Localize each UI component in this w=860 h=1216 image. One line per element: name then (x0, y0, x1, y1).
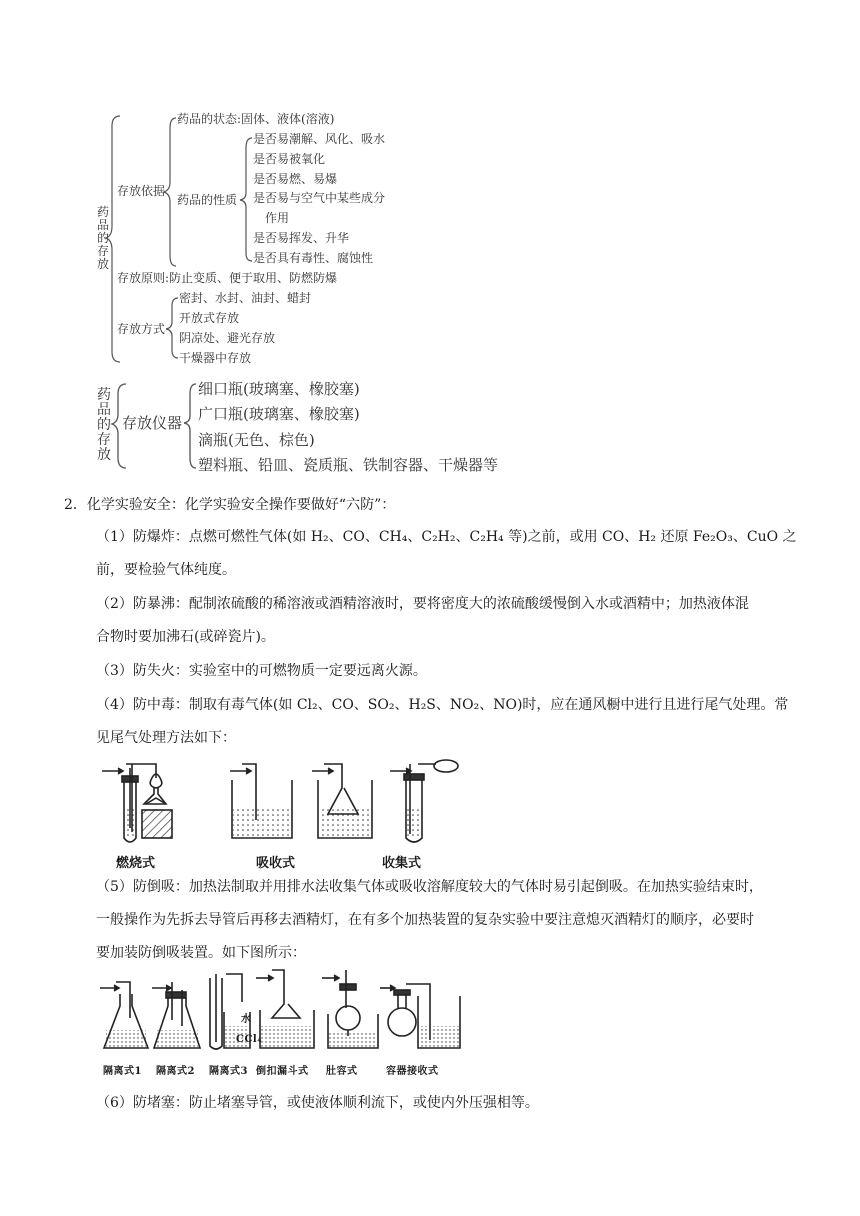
tree1-principle-row: 存放原则:防止变质、便于取用、防燃防爆 (117, 271, 338, 285)
tree1-method-item: 干燥器中存放 (179, 351, 252, 365)
tree1-root-label: 药品的存放 (96, 205, 109, 271)
tree1-property-item: 是否易燃、易爆 (253, 172, 338, 186)
tree1-property-item: 作用 (265, 211, 290, 225)
para-4-line: 见尾气处理方法如下： (96, 730, 236, 746)
para-2-line: （2）防暴沸：配制浓硫酸的稀溶液或酒精溶液时，要将密度大的浓硫酸缓慢倒入水或酒精中；加热液体混 (96, 596, 749, 612)
tree2-label: 存放仪器 (122, 414, 183, 432)
tree2-item: 塑料瓶、铅皿、瓷质瓶、铁制容器、干燥器等 (198, 456, 499, 474)
fig2-caption: 倒扣漏斗式 (256, 1066, 309, 1077)
tree1-basis-label: 存放依据 (117, 184, 166, 198)
tree1-state-row: 药品的状态:固体、液体(溶液) (177, 112, 335, 126)
tree1-property-label: 药品的性质 (177, 193, 238, 207)
fig2-caption: 容器接收式 (386, 1066, 439, 1077)
tree1-method-item: 阴凉处、避光存放 (179, 331, 276, 345)
tree1-property-item: 是否易挥发、升华 (253, 231, 350, 245)
tree1-property-item: 是否具有毒性、腐蚀性 (253, 251, 374, 265)
para-1-line: 前，要检验气体纯度。 (96, 562, 236, 578)
para-1-line: （1）防爆炸：点燃可燃性气体(如 H₂、CO、CH₄、C₂H₂、C₂H₄ 等)之前，或用 CO、H₂ 还原 Fe₂O₃、CuO 之 (96, 529, 797, 545)
para-5-line: 要加装防倒吸装置。如下图所示： (96, 945, 306, 961)
tree2-item: 滴瓶(无色、棕色) (198, 431, 315, 449)
tree1-method-item: 密封、水封、油封、蜡封 (179, 291, 312, 305)
tree1-property-item: 是否易与空气中某些成分 (253, 191, 386, 205)
tree1-method-label: 存放方式 (117, 322, 166, 336)
para-3-line: （3）防失火：实验室中的可燃物质一定要远离火源。 (96, 663, 427, 679)
tree1-property-item: 是否易被氧化 (253, 152, 326, 166)
para-5-line: （5）防倒吸：加热法制取并用排水法收集气体或吸收溶解度较大的气体时易引起倒吸。在加热实验结束时， (96, 879, 763, 895)
fig2-caption: 隔离式2 (156, 1066, 195, 1077)
para-4-line: （4）防中毒：制取有毒气体(如 Cl₂、CO、SO₂、H₂S、NO₂、NO)时，应在通风橱中进行且进行尾气处理。常 (96, 697, 789, 713)
fig2-caption: 隔离式3 (209, 1066, 248, 1077)
anti-suckback-figure (96, 960, 476, 1060)
para-6-line: （6）防堵塞：防止堵塞导管，或使液体顺利流下，或使内外压强相等。 (96, 1095, 539, 1111)
fig2-caption: 肚容式 (326, 1066, 358, 1077)
tree2-item: 细口瓶(玻璃塞、橡胶塞) (198, 380, 360, 398)
tree1-method-item: 开放式存放 (179, 311, 240, 325)
para-2-line: 合物时要加沸石(或碎瓷片)。 (96, 629, 275, 645)
fig1-caption: 收集式 (382, 856, 422, 871)
fig2-caption: 隔离式1 (103, 1066, 142, 1077)
para-5-line: 一般操作为先拆去导管后再移去酒精灯，在有多个加热装置的复杂实验中要注意熄灭酒精灯的顺序，必要时 (96, 912, 754, 928)
fig1-caption: 吸收式 (256, 856, 296, 871)
tree2-root-label: 药品的存放 (97, 387, 111, 463)
section-heading: 2．化学实验安全：化学实验安全操作要做好“六防”： (64, 497, 396, 513)
tree2-item: 广口瓶(玻璃塞、橡胶塞) (198, 405, 360, 423)
fig1-caption: 燃烧式 (116, 856, 156, 871)
tree1-property-item: 是否易潮解、风化、吸水 (253, 132, 386, 146)
fig2-label-water: 水 (241, 1014, 252, 1025)
fig2-label-ccl4: CCl₄ (236, 1034, 263, 1045)
